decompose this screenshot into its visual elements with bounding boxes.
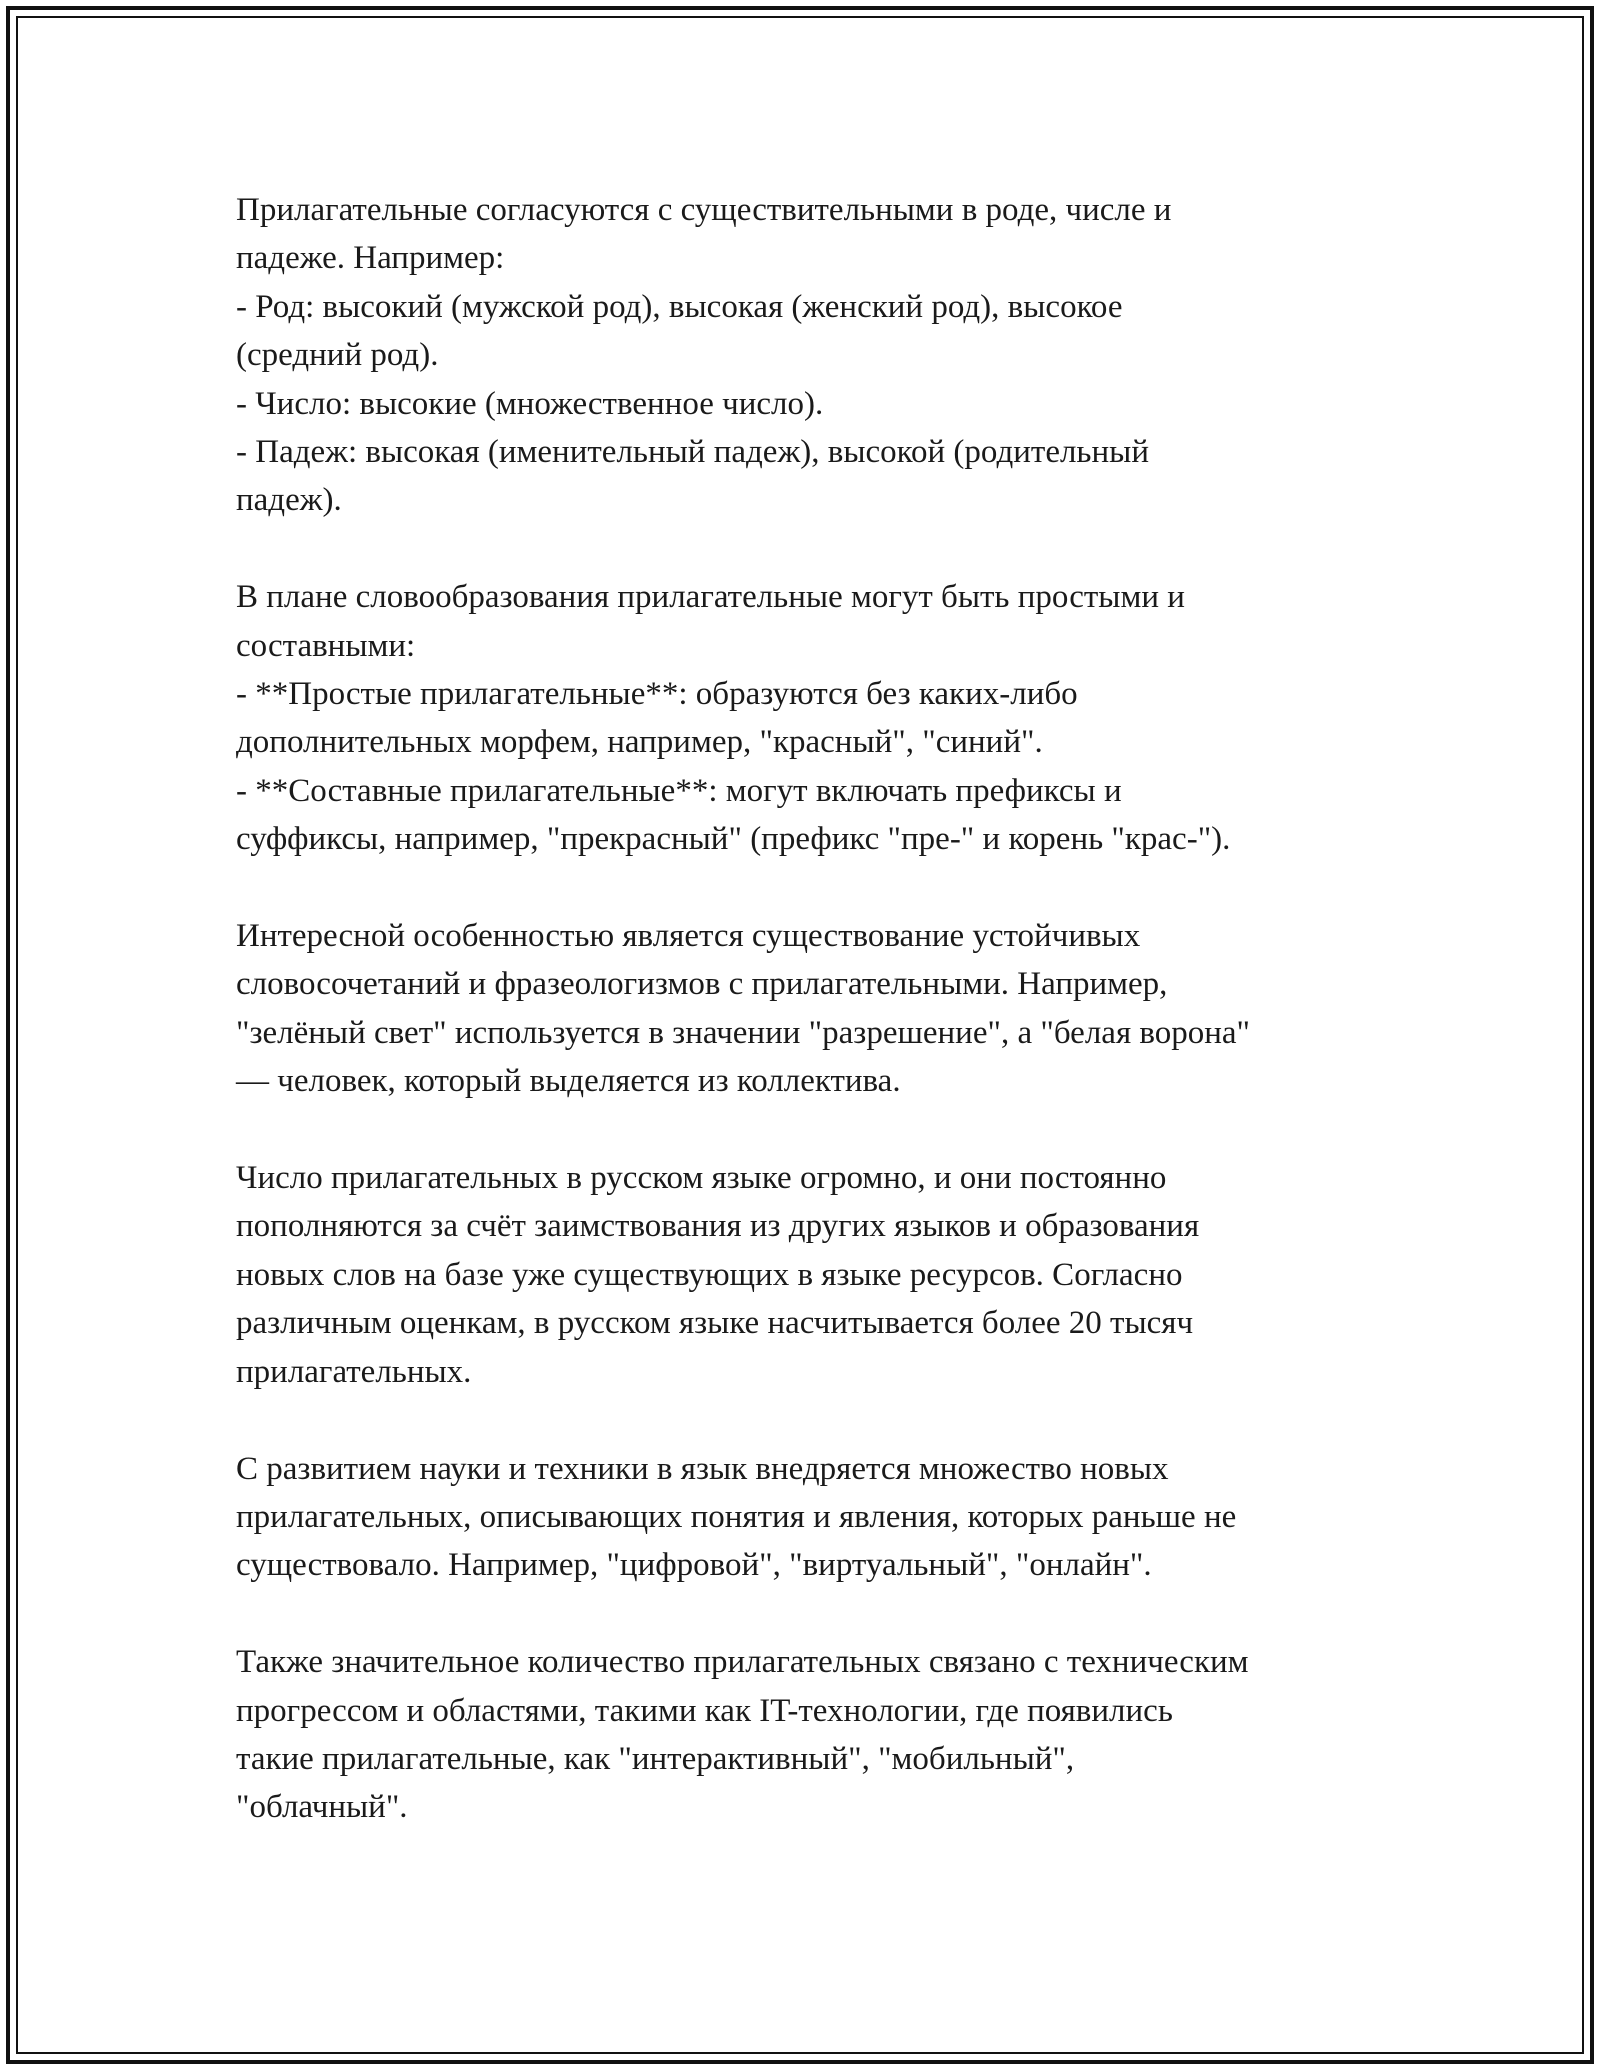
text-line: С развитием науки и техники в язык внедряется множество новых	[236, 1450, 1169, 1487]
text-line: существовало. Например, "цифровой", "виртуальный", "онлайн".	[236, 1547, 1152, 1584]
text-line: (средний род).	[236, 337, 439, 374]
text-line: новых слов на базе уже существующих в языке ресурсов. Согласно	[236, 1256, 1183, 1293]
text-line: Интересной особенностью является существование устойчивых	[236, 918, 1141, 955]
text-line: - **Составные прилагательные**: могут включать префиксы и	[236, 772, 1122, 809]
text-line: составными:	[236, 627, 416, 664]
paragraph-science	[236, 1445, 1396, 1590]
text-line: Число прилагательных в русском языке огромно, и они постоянно	[236, 1160, 1167, 1197]
text-line: - Падеж: высокая (именительный падеж), высокой (родительный	[236, 434, 1149, 471]
text-line: Также значительное количество прилагательных связано с техническим	[236, 1644, 1249, 1681]
paragraph-quantity	[236, 1154, 1396, 1396]
text-line: падеж).	[236, 482, 342, 519]
text-line: пополняются за счёт заимствования из других языков и образования	[236, 1208, 1200, 1245]
text-line: - **Простые прилагательные**: образуются без каких-либо	[236, 676, 1078, 713]
text-line: различным оценкам, в русском языке насчитывается более 20 тысяч	[236, 1305, 1194, 1342]
text-line: В плане словообразования прилагательные могут быть простыми и	[236, 579, 1185, 616]
text-line: - Род: высокий (мужской род), высокая (женский род), высокое	[236, 288, 1123, 325]
text-line: — человек, который выделяется из коллектива.	[236, 1063, 901, 1100]
text-line: такие прилагательные, как "интерактивный", "мобильный",	[236, 1740, 1075, 1777]
text-line: прилагательных.	[236, 1353, 472, 1390]
text-line: дополнительных морфем, например, "красный", "синий".	[236, 724, 1043, 761]
text-line: "облачный".	[236, 1789, 408, 1826]
text-line: прилагательных, описывающих понятия и явления, которых раньше не	[236, 1498, 1237, 1535]
text-line: Прилагательные согласуются с существительными в роде, числе и	[236, 192, 1172, 228]
paragraph-word-formation	[236, 573, 1396, 863]
text-line: падеже. Например:	[236, 240, 505, 277]
text-line: словосочетаний и фразеологизмов с прилагательными. Например,	[236, 966, 1168, 1003]
paragraph-agreement	[236, 186, 1396, 525]
paragraph-technology	[236, 1638, 1396, 1832]
text-line: прогрессом и областями, такими как IT-технологии, где появились	[236, 1692, 1173, 1729]
text-line: - Число: высокие (множественное число).	[236, 385, 824, 422]
text-line: "зелёный свет" используется в значении "разрешение", а "белая ворона"	[236, 1014, 1251, 1051]
document-body	[236, 186, 1396, 1880]
paragraph-idioms	[236, 912, 1396, 1106]
text-line: суффиксы, например, "прекрасный" (префикс "пре-" и корень "крас-").	[236, 821, 1231, 858]
